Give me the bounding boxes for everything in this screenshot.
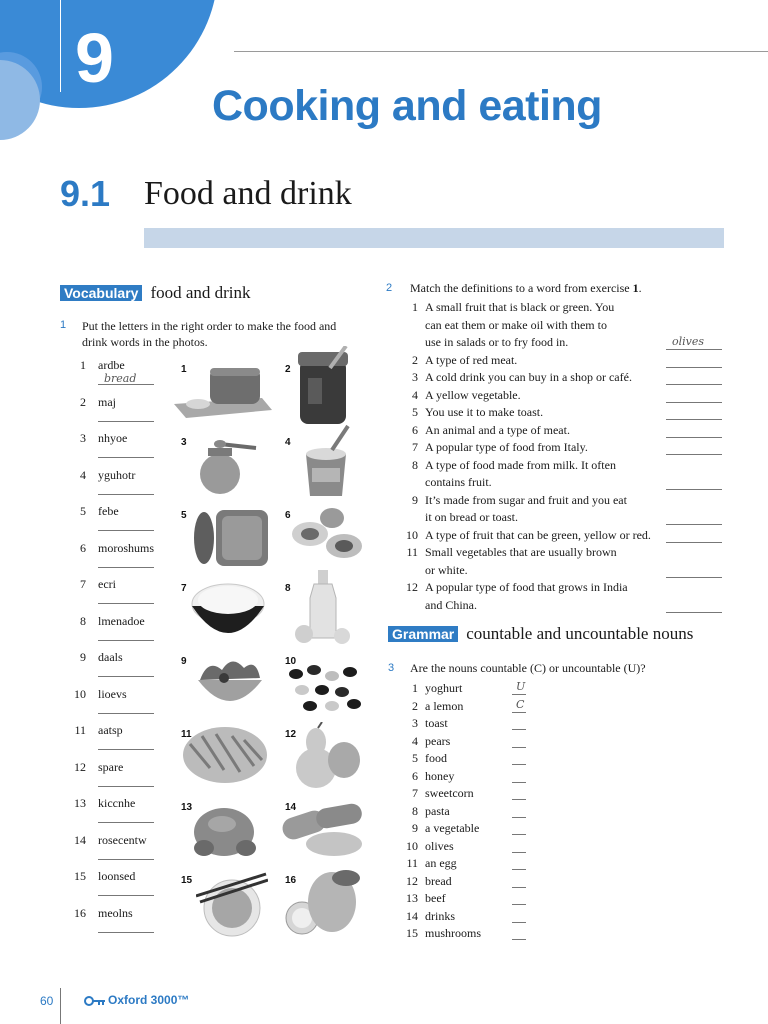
ex1-scrambled-word: ardbe — [98, 358, 125, 372]
ex3-noun: beef — [425, 891, 446, 905]
ex1-item-number: 5 — [80, 504, 86, 518]
salad-photo — [194, 652, 266, 714]
ex1-answer-line[interactable] — [98, 494, 154, 495]
ex2-def-number: 6 — [412, 423, 418, 437]
ex3-item-number: 4 — [412, 734, 418, 748]
ex3-item-number: 2 — [412, 699, 418, 713]
ex2-handwritten-answer: olives — [672, 335, 705, 348]
ex1-item-number: 1 — [80, 358, 86, 372]
badge-divider — [60, 0, 61, 92]
ex2-def-text: A type of fruit that can be green, yellow or red. — [425, 528, 651, 542]
honey-photo — [196, 430, 260, 496]
ex3-answer-line[interactable] — [512, 869, 526, 870]
ex3-noun: toast — [425, 716, 448, 730]
pears-photo — [292, 722, 364, 790]
ex1-item-number: 12 — [74, 760, 86, 774]
ex3-noun: olives — [425, 839, 454, 853]
key-icon — [84, 996, 106, 1006]
beef-photo — [186, 502, 272, 570]
ex3-item-number: 1 — [412, 681, 418, 695]
photo-label: 8 — [285, 583, 291, 594]
ex1-scrambled-word: moroshums — [98, 541, 155, 555]
ex3-item-number: 7 — [412, 786, 418, 800]
ex3-answer-line[interactable] — [512, 817, 526, 818]
ex3-answer-line[interactable] — [512, 799, 526, 800]
photo-label: 6 — [285, 510, 291, 521]
ex2-def-text: A type of red meat. — [425, 353, 518, 367]
ex3-noun: an egg — [425, 856, 457, 870]
ex1-answer-line[interactable] — [98, 822, 154, 823]
ex3-item-number: 12 — [406, 874, 418, 888]
ex3-answer-line[interactable] — [512, 834, 526, 835]
ex3-answer-line[interactable] — [512, 782, 526, 783]
ex1-scrambled-word: ecri — [98, 577, 116, 591]
photo-label: 1 — [181, 364, 187, 375]
section-band — [144, 228, 724, 248]
ex2-def-number: 7 — [412, 440, 418, 454]
yoghurt-photo — [302, 424, 354, 500]
grammar-title: countable and uncountable nouns — [466, 624, 694, 643]
chapter-title: Cooking and eating — [212, 82, 602, 130]
ex2-def-number: 2 — [412, 353, 418, 367]
ex1-answer-line[interactable] — [98, 895, 154, 896]
ex3-noun: honey — [425, 769, 455, 783]
vocab-tag: Vocabulary — [60, 285, 142, 301]
ex2-def-text: A popular type of food from Italy. — [425, 440, 588, 454]
ex2-def-text: use in salads or to fry food in. — [425, 335, 569, 349]
ex1-handwritten-answer: bread — [104, 372, 137, 385]
ex3-noun: pasta — [425, 804, 450, 818]
ex1-answer-line[interactable] — [98, 676, 154, 677]
ex3-noun: drinks — [425, 909, 455, 923]
ex2-def-text: or white. — [425, 563, 468, 577]
photo-label: 11 — [181, 729, 192, 740]
ex2-def-text: A small fruit that is black or green. You — [425, 300, 615, 314]
ex1-scrambled-word: lmenadoe — [98, 614, 145, 628]
ex2-def-text: contains fruit. — [425, 475, 492, 489]
photo-label: 5 — [181, 510, 187, 521]
ex3-answer-line[interactable] — [512, 764, 526, 765]
lemonade-photo — [294, 568, 354, 648]
ex2-answer-line[interactable] — [666, 612, 722, 613]
grammar-tag: Grammar — [388, 626, 458, 642]
header-rule — [234, 51, 768, 52]
ex2-answer-line[interactable] — [666, 437, 722, 438]
ex3-item-number: 11 — [406, 856, 418, 870]
ex3-answer-line[interactable] — [512, 852, 526, 853]
ex3-noun: yoghurt — [425, 681, 463, 695]
photo-label: 13 — [181, 802, 193, 813]
ex2-def-text: can eat them or make oil with them to — [425, 318, 607, 332]
ex1-item-number: 11 — [74, 723, 86, 737]
ex3-item-number: 15 — [406, 926, 418, 940]
ex1-scrambled-word: kiccnhe — [98, 796, 136, 810]
ex3-item-number: 9 — [412, 821, 418, 835]
ex1-scrambled-word: yguhotr — [98, 468, 136, 482]
ex1-answer-line[interactable] — [98, 457, 154, 458]
ex2-answer-line[interactable] — [666, 454, 722, 455]
ex3-answer-line[interactable] — [512, 694, 526, 695]
grammar-heading — [388, 624, 693, 644]
ex3-instruction: Are the nouns countable (C) or uncountable (U)? — [410, 661, 646, 675]
vocab-heading — [60, 283, 251, 303]
chicken-photo — [184, 798, 270, 866]
ex2-number: 2 — [386, 282, 393, 294]
ex1-item-number: 4 — [80, 468, 86, 482]
ex2-def-number: 9 — [412, 493, 418, 507]
ex1-answer-line[interactable] — [98, 567, 154, 568]
ex1-scrambled-word: febe — [98, 504, 119, 518]
page-number: 60 — [40, 994, 54, 1008]
ex1-answer-line[interactable] — [98, 786, 154, 787]
ex1-answer-line[interactable] — [98, 749, 154, 750]
ex3-noun: bread — [425, 874, 452, 888]
ex2-def-number: 5 — [412, 405, 418, 419]
ex3-noun: pears — [425, 734, 451, 748]
ex3-item-number: 3 — [412, 716, 418, 730]
ex2-def-number: 1 — [412, 300, 418, 314]
photo-label: 16 — [285, 875, 297, 886]
ex1-answer-line[interactable] — [98, 640, 154, 641]
photo-label: 10 — [285, 656, 297, 667]
ex2-def-number: 12 — [406, 580, 418, 594]
ex2-answer-line[interactable] — [666, 349, 722, 350]
ex1-item-number: 10 — [74, 687, 86, 701]
ex2-answer-line[interactable] — [666, 384, 722, 385]
ex3-answer-line[interactable] — [512, 887, 526, 888]
ex2-def-text: A type of food made from milk. It often — [425, 458, 616, 472]
ex3-answer-line[interactable] — [512, 939, 526, 940]
ex2-def-text: Small vegetables that are usually brown — [425, 545, 617, 559]
photo-label: 15 — [181, 875, 193, 886]
ex2-answer-line[interactable] — [666, 577, 722, 578]
ex1-scrambled-word: aatsp — [98, 723, 123, 737]
ex2-def-text: and China. — [425, 598, 477, 612]
ex3-noun: sweetcorn — [425, 786, 474, 800]
ex3-noun: food — [425, 751, 447, 765]
ex1-item-number: 6 — [80, 541, 86, 555]
ex1-scrambled-word: rosecentw — [98, 833, 147, 847]
photo-label: 9 — [181, 656, 187, 667]
photo-label: 4 — [285, 437, 291, 448]
ex2-answer-line[interactable] — [666, 524, 722, 525]
oxford-3000-label — [84, 993, 189, 1007]
photo-label: 3 — [181, 437, 187, 448]
ex2-answer-line[interactable] — [666, 542, 722, 543]
mushrooms-photo — [288, 506, 364, 566]
ex1-item-number: 3 — [80, 431, 86, 445]
noodles-photo — [196, 872, 268, 938]
ex1-scrambled-word: lioevs — [98, 687, 127, 701]
ex1-item-number: 2 — [80, 395, 86, 409]
ex1-instruction-line1: Put the letters in the right order to make the food and — [82, 319, 337, 333]
ex1-answer-line[interactable] — [98, 603, 154, 604]
ex3-answer-line[interactable] — [512, 904, 526, 905]
ex1-scrambled-word: spare — [98, 760, 124, 774]
ex1-scrambled-word: maj — [98, 395, 116, 409]
ex2-answer-line[interactable] — [666, 367, 722, 368]
ex3-noun: a lemon — [425, 699, 464, 713]
rice-photo — [186, 576, 270, 646]
ex1-scrambled-word: daals — [98, 650, 123, 664]
ex1-item-number: 7 — [80, 577, 86, 591]
ex3-item-number: 8 — [412, 804, 418, 818]
ex2-def-number: 4 — [412, 388, 418, 402]
pasta-photo — [180, 724, 270, 786]
ex2-def-text: it on bread or toast. — [425, 510, 518, 524]
ex1-answer-line[interactable] — [98, 932, 154, 933]
ex3-answer-line[interactable] — [512, 712, 526, 713]
photo-label: 2 — [285, 364, 291, 375]
ex1-item-number: 9 — [80, 650, 86, 664]
photo-label: 7 — [181, 583, 187, 594]
ex2-def-text: It’s made from sugar and fruit and you eat — [425, 493, 627, 507]
ex3-item-number: 10 — [406, 839, 418, 853]
vocab-title: food and drink — [150, 283, 251, 302]
oxford-3000-text: Oxford 3000™ — [108, 993, 190, 1007]
ex1-answer-line[interactable] — [98, 859, 154, 860]
jam-photo — [294, 346, 354, 428]
ex1-answer-line[interactable] — [98, 421, 154, 422]
ex3-item-number: 5 — [412, 751, 418, 765]
ex1-item-number: 16 — [74, 906, 86, 920]
ex1-scrambled-word: nhyoe — [98, 431, 128, 445]
ex3-number: 3 — [388, 662, 395, 674]
ex1-instruction-line2: drink words in the photos. — [82, 335, 208, 349]
ex3-item-number: 14 — [406, 909, 418, 923]
ex1-item-number: 15 — [74, 869, 86, 883]
chapter-number: 9 — [75, 19, 114, 97]
ex2-def-text: A cold drink you can buy in a shop or café. — [425, 370, 632, 384]
ex3-answer-line[interactable] — [512, 729, 526, 730]
ex2-def-text: You use it to make toast. — [425, 405, 544, 419]
ex3-answer-line[interactable] — [512, 747, 526, 748]
ex1-answer-line[interactable] — [98, 530, 154, 531]
ex2-def-number: 11 — [406, 545, 418, 559]
ex2-def-text: A popular type of food that grows in India — [425, 580, 628, 594]
ex1-scrambled-word: meolns — [98, 906, 133, 920]
ex3-answer-line[interactable] — [512, 922, 526, 923]
section-title: Food and drink — [144, 175, 352, 212]
ex2-def-text: A yellow vegetable. — [425, 388, 521, 402]
ex2-instruction: Match the definitions to a word from exercise 1. — [410, 281, 642, 295]
section-number: 9.1 — [60, 173, 111, 214]
ex1-item-number: 14 — [74, 833, 86, 847]
ex3-noun: a vegetable — [425, 821, 480, 835]
ex2-answer-line[interactable] — [666, 419, 722, 420]
photo-label: 12 — [285, 729, 297, 740]
ex3-item-number: 6 — [412, 769, 418, 783]
ex1-scrambled-word: loonsed — [98, 869, 136, 883]
footer-rule — [60, 988, 61, 1024]
ex2-def-number: 3 — [412, 370, 418, 384]
ex3-item-number: 13 — [406, 891, 418, 905]
ex3-noun: mushrooms — [425, 926, 482, 940]
ex3-handwritten-answer: C — [516, 698, 525, 711]
ex2-def-number: 10 — [406, 528, 418, 542]
ex1-item-number: 8 — [80, 614, 86, 628]
photo-label: 14 — [285, 802, 297, 813]
olives-photo — [284, 660, 366, 716]
ex2-answer-line[interactable] — [666, 489, 722, 490]
ex1-answer-line[interactable] — [98, 713, 154, 714]
ex3-handwritten-answer: U — [516, 680, 526, 693]
ex1-item-number: 13 — [74, 796, 86, 810]
ex2-def-text: An animal and a type of meat. — [425, 423, 570, 437]
ex2-def-number: 8 — [412, 458, 418, 472]
ex1-number: 1 — [60, 319, 67, 331]
ex2-answer-line[interactable] — [666, 402, 722, 403]
bread-photo — [172, 358, 276, 422]
